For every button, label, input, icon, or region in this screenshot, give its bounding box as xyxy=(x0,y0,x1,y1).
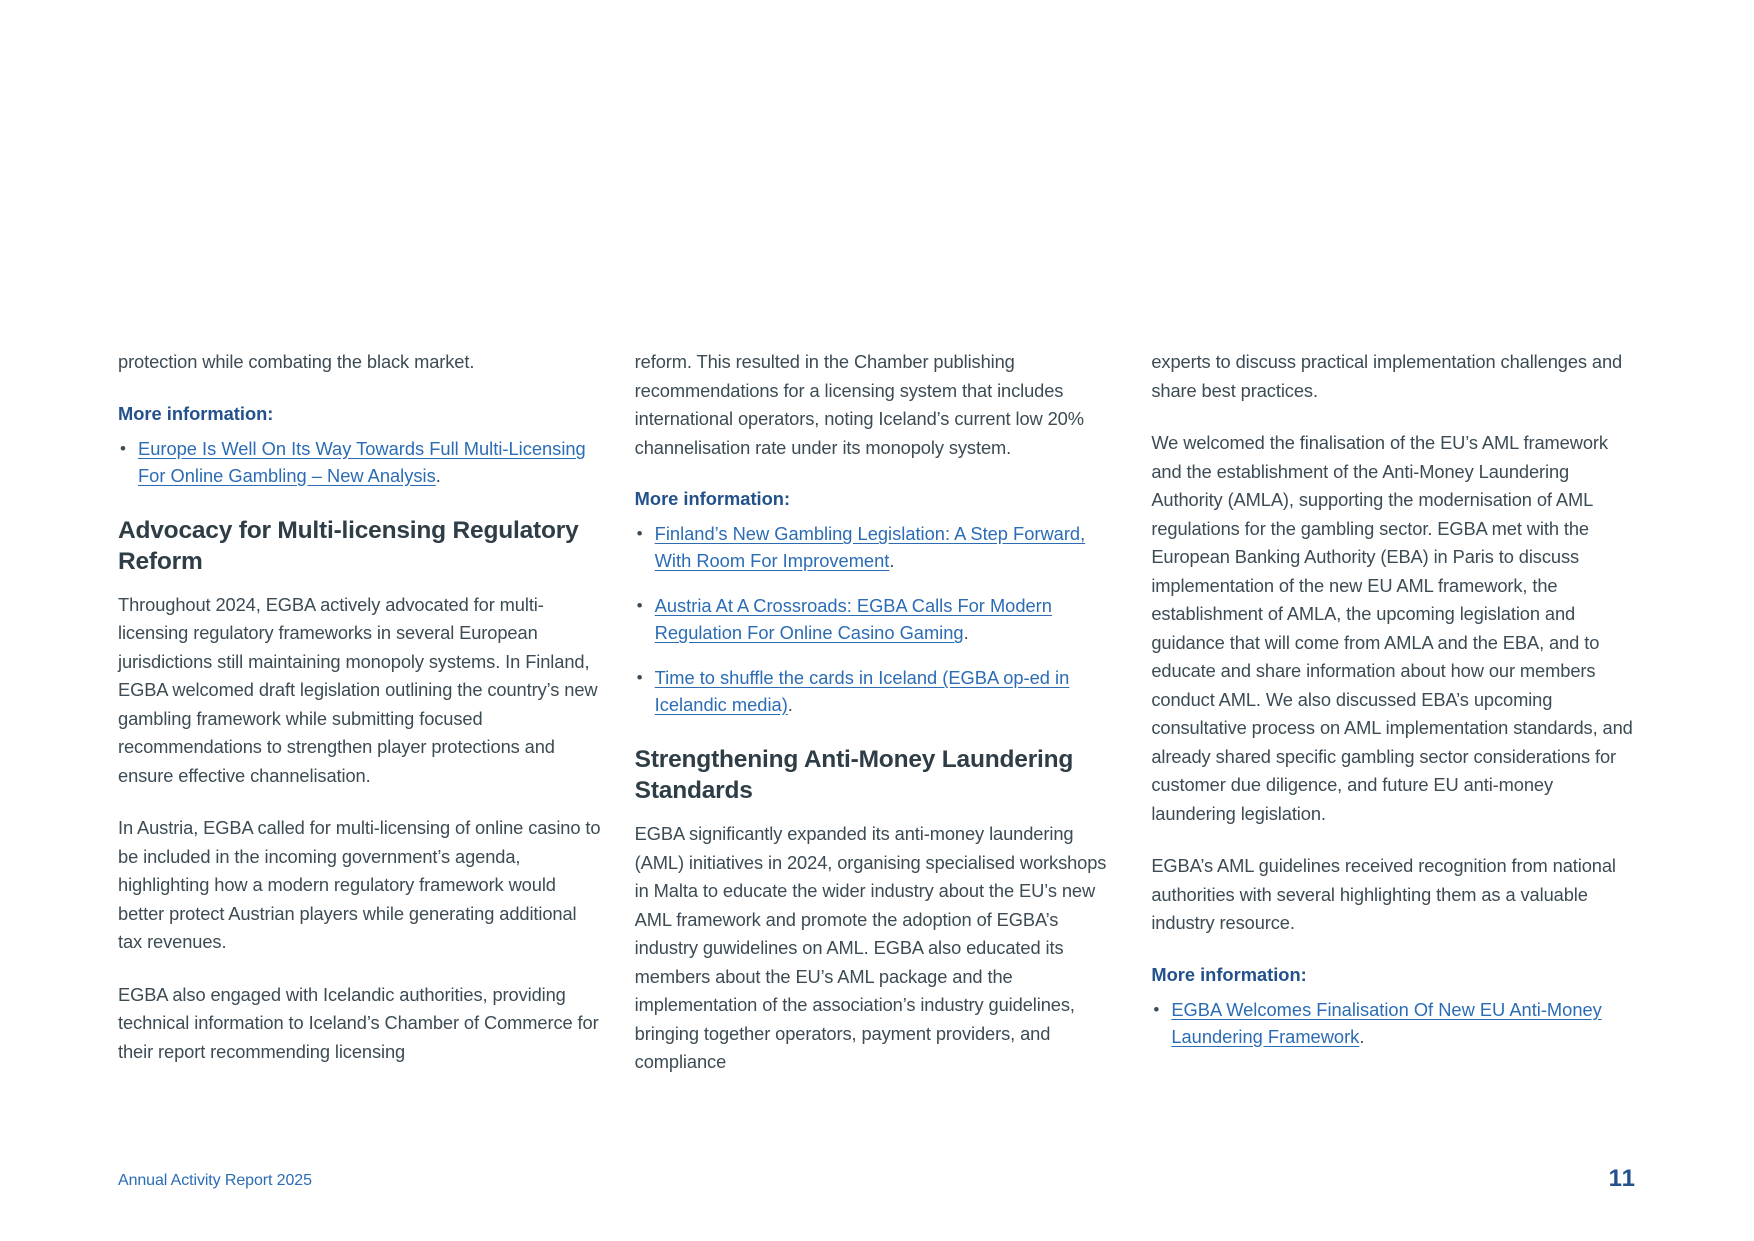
link-tail: . xyxy=(1359,1025,1365,1047)
section-heading: Strengthening Anti-Money Laundering Standards xyxy=(634,746,1074,804)
section-heading: Advocacy for Multi-licensing Regulatory Reform xyxy=(118,516,579,575)
reference-link[interactable]: Time to shuffle the cards in Iceland (EGBA op-ed in Icelandic media) xyxy=(654,667,1070,715)
list-item xyxy=(635,520,1122,574)
paragraph: EGBA’s AML guidelines received recognition from national authorities with several highlighting them as a valuable industry resource. xyxy=(1151,855,1616,933)
paragraph: reform. This resulted in the Chamber publishing recommendations for a licensing system that includes international operators, noting Iceland’s current low 20% channelisation rate under its monopoly system. xyxy=(634,351,1084,458)
reference-link[interactable]: Finland’s New Gambling Legislation: A Step Forward, With Room For Improvement xyxy=(654,523,1086,571)
paragraph: EGBA also engaged with Icelandic authorities, providing technical information to Iceland’s Chamber of Commerce for their report recommending licensing xyxy=(118,983,599,1062)
column-3 xyxy=(1151,348,1638,1101)
more-information-label: More information: xyxy=(634,488,791,509)
article-columns xyxy=(118,348,1638,1101)
list-item xyxy=(118,435,605,489)
paragraph: We welcomed the finalisation of the EU’s AML framework and the establishment of the Anti-Money Laundering Authority (AMLA), supporting the modernisation of AML regulations for the gambling sector. EGBA met with the European Banking Authority (EBA) in Paris to discuss implementation of the new EU AML framework, the establishment of AMLA, the upcoming legislation and guidance that will come from AMLA and the EBA, and to educate and share information about how our members conduct AML. We also discussed EBA’s upcoming consultative process on AML implementation standards, and already shared specific gambling sector considerations for customer due diligence, and future EU anti-money laundering legislation. xyxy=(1151,432,1633,824)
reference-link[interactable]: Europe Is Well On Its Way Towards Full Multi-Licensing For Online Gambling – New Analysis xyxy=(138,437,586,486)
column-2 xyxy=(635,348,1122,1101)
reference-link[interactable]: Austria At A Crossroads: EGBA Calls For Modern Regulation For Online Casino Gaming xyxy=(654,595,1052,643)
link-list xyxy=(635,520,1122,718)
more-information-label: More information: xyxy=(1151,963,1307,985)
list-item xyxy=(1151,996,1638,1050)
link-tail: . xyxy=(963,622,969,643)
paragraph: In Austria, EGBA called for multi-licensing of online casino to be included in the incoming government’s agenda, highlighting how a modern regulatory framework would better protect Austrian players while generating additional tax revenues. xyxy=(118,817,601,952)
link-list xyxy=(1151,996,1638,1050)
paragraph: EGBA significantly expanded its anti-money laundering (AML) initiatives in 2024, organising specialised workshops in Malta to educate the wider industry about the EU’s new AML framework and promote the adoption of EGBA’s industry guwidelines on AML. EGBA also educated its members about the EU’s AML package and the implementation of the association’s industry guidelines, bringing together operators, payment providers, and compliance xyxy=(634,823,1107,1072)
footer-report-title: Annual Activity Report 2025 xyxy=(118,1172,312,1189)
reference-link[interactable]: EGBA Welcomes Finalisation Of New EU Anti-Money Laundering Framework xyxy=(1171,998,1602,1047)
link-tail: . xyxy=(889,550,895,571)
list-item xyxy=(635,664,1122,718)
link-list xyxy=(118,435,605,489)
link-tail: . xyxy=(787,694,793,715)
paragraph: protection while combating the black market. xyxy=(118,351,475,372)
list-item xyxy=(635,592,1122,646)
link-tail: . xyxy=(435,464,441,486)
footer-page-number: 11 xyxy=(1608,1165,1636,1192)
paragraph: experts to discuss practical implementation challenges and share best practices. xyxy=(1151,351,1623,401)
paragraph: Throughout 2024, EGBA actively advocated for multi-licensing regulatory frameworks in several European jurisdictions still maintaining monopoly systems. In Finland, EGBA welcomed draft legislation outlining the country’s new gambling framework while submitting focused recommendations to strengthen player protections and ensure effective channelisation. xyxy=(118,593,598,786)
more-information-label: More information: xyxy=(118,402,274,424)
column-1 xyxy=(118,348,605,1101)
